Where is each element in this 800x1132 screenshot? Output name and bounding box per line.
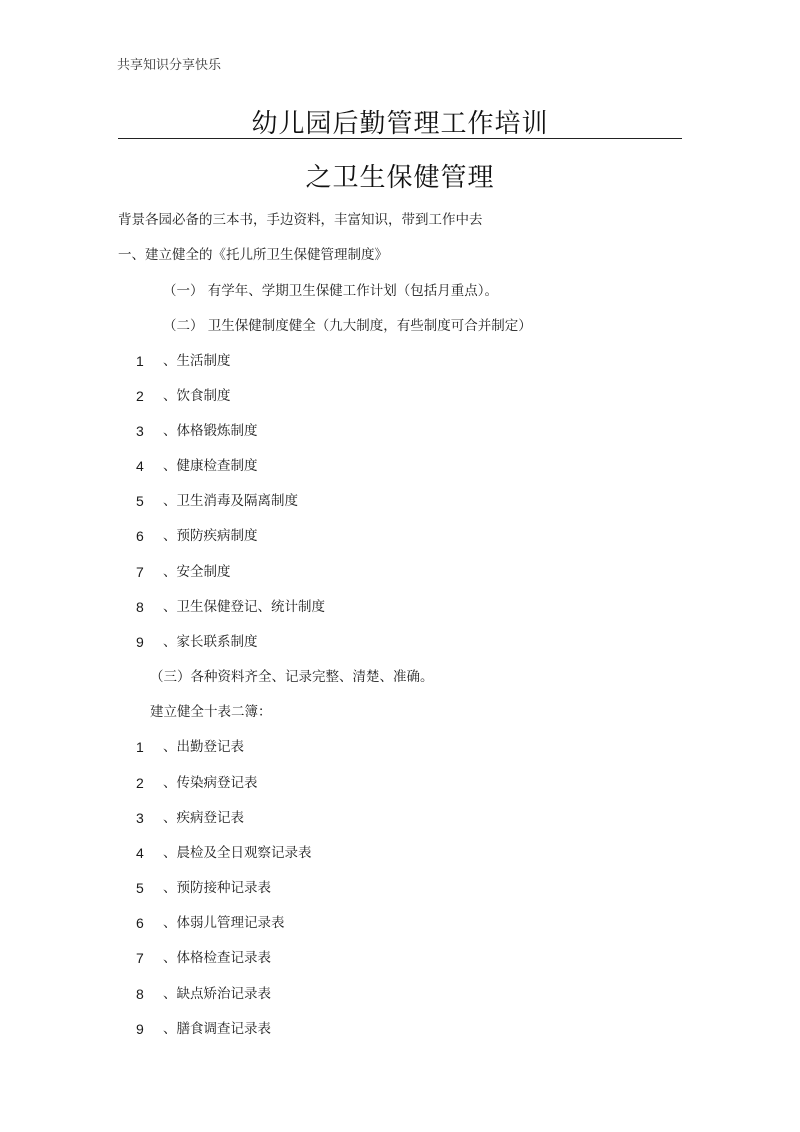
list-item: 、体格检查记录表	[163, 950, 271, 966]
section-heading: 一、建立健全的《托儿所卫生保健管理制度》	[118, 247, 388, 263]
list-item-number: 7	[136, 950, 144, 966]
list-item: 、卫生保健登记、统计制度	[163, 599, 325, 615]
list-item: 、预防接种记录表	[163, 880, 271, 896]
list-item: 、膳食调查记录表	[163, 1021, 271, 1037]
document-title: 幼儿园后勤管理工作培训	[251, 109, 549, 139]
list-item-number: 3	[136, 423, 144, 439]
list-item-number: 1	[136, 353, 144, 369]
list-item-number: 4	[136, 458, 144, 474]
list-item: 、预防疾病制度	[163, 528, 258, 544]
list-item-number: 3	[136, 810, 144, 826]
list-item-number: 5	[136, 880, 144, 896]
list-item: 、传染病登记表	[163, 775, 258, 791]
list-item: 、疾病登记表	[163, 810, 244, 826]
list-item: 、出勤登记表	[163, 739, 244, 755]
tables-heading: 建立健全十表二簿：	[150, 704, 272, 720]
list-item: 、卫生消毒及隔离制度	[163, 493, 298, 509]
list-item-number: 2	[136, 775, 144, 791]
intro-paragraph: 背景各园必备的三本书，手边资料，丰富知识，带到工作中去	[118, 212, 483, 228]
list-item: 、体弱儿管理记录表	[163, 915, 285, 931]
list-item: 、安全制度	[163, 564, 231, 580]
list-item: 、体格锻炼制度	[163, 423, 258, 439]
list-item-number: 8	[136, 986, 144, 1002]
list-item-number: 7	[136, 564, 144, 580]
list-item: 、缺点矫治记录表	[163, 986, 271, 1002]
title-divider	[118, 138, 682, 139]
document-subtitle: 之卫生保健管理	[305, 163, 495, 193]
list-item: 、生活制度	[163, 353, 231, 369]
list-item: 、家长联系制度	[163, 634, 258, 650]
list-item-number: 6	[136, 915, 144, 931]
list-item: 、健康检查制度	[163, 458, 258, 474]
subsection-3: （三）各种资料齐全、记录完整、清楚、准确。	[150, 669, 434, 685]
list-item-number: 2	[136, 388, 144, 404]
list-item: 、晨检及全日观察记录表	[163, 845, 312, 861]
page-header: 共享知识分享快乐	[117, 58, 222, 73]
list-item-number: 8	[136, 599, 144, 615]
list-item-number: 1	[136, 739, 144, 755]
list-item: 、饮食制度	[163, 388, 231, 404]
subsection-2: （二） 卫生保健制度健全（九大制度，有些制度可合并制定）	[163, 318, 532, 334]
subsection-1: （一） 有学年、学期卫生保健工作计划（包括月重点）。	[163, 283, 499, 299]
list-item-number: 9	[136, 1021, 144, 1037]
list-item-number: 5	[136, 493, 144, 509]
list-item-number: 4	[136, 845, 144, 861]
list-item-number: 6	[136, 528, 144, 544]
list-item-number: 9	[136, 634, 144, 650]
